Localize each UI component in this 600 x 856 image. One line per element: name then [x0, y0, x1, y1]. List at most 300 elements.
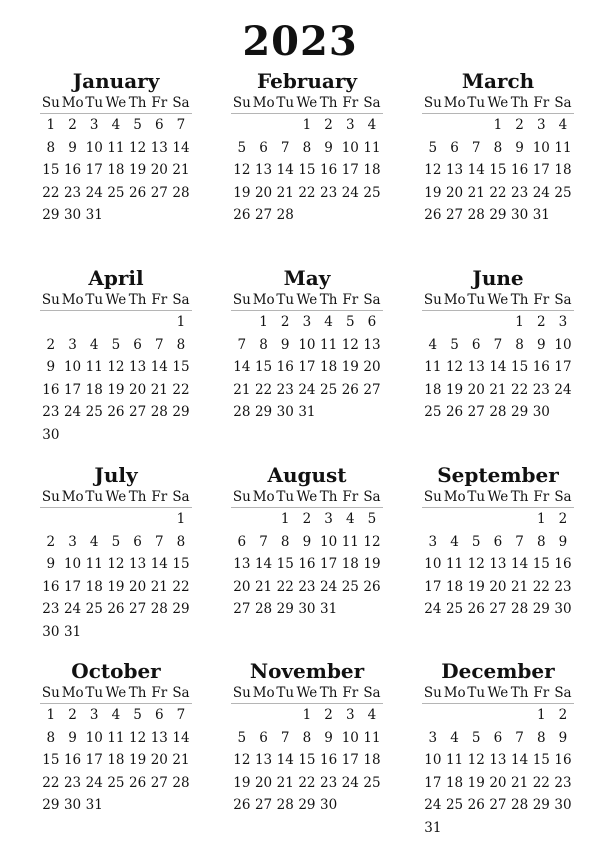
weekday-header: Sa [552, 487, 574, 508]
day-cell: 9 [302, 533, 312, 550]
day-cell: 4 [428, 336, 438, 353]
day-cell: 27 [445, 207, 464, 223]
day-cell: 29 [298, 797, 316, 813]
day-cell: 8 [176, 336, 186, 353]
day-cell: 3 [89, 707, 99, 723]
month-name: November [249, 659, 365, 683]
weekday-header: Th [127, 290, 149, 311]
day-cell: 24 [341, 184, 359, 201]
day-cell: 24 [298, 381, 316, 398]
day-cell: 28 [489, 404, 507, 420]
day-cell: 29 [489, 207, 507, 223]
day-cell: 6 [471, 336, 481, 353]
weekday-header: Sa [361, 93, 383, 114]
day-cell: 14 [150, 556, 168, 572]
day-cell: 14 [254, 556, 273, 572]
day-cell: 17 [320, 556, 338, 572]
day-cell: 7 [280, 729, 290, 746]
day-cell: 11 [445, 752, 464, 768]
day-cell: 10 [341, 139, 359, 156]
weekday-header: Sa [170, 290, 192, 311]
empty-day-cell [274, 114, 296, 137]
month-july [40, 463, 192, 643]
day-cell: 22 [489, 184, 507, 201]
day-cell: 22 [172, 578, 190, 595]
weekday-header: We [487, 683, 509, 704]
empty-day-cell [83, 311, 105, 334]
weekday-header: Th [127, 487, 149, 508]
day-cell: 3 [428, 533, 438, 550]
day-cell: 16 [63, 752, 82, 768]
empty-day-cell [105, 311, 127, 334]
empty-day-cell [465, 704, 487, 727]
day-cell: 19 [129, 162, 147, 178]
day-cell: 27 [129, 601, 147, 617]
day-cell: 16 [554, 556, 572, 572]
day-cell: 13 [129, 556, 147, 572]
day-cell: 30 [276, 404, 294, 420]
day-cell: 8 [536, 533, 546, 550]
empty-day-cell [62, 508, 84, 531]
day-cell: 28 [233, 404, 251, 420]
weekday-header: Su [231, 487, 253, 508]
day-cell: 18 [445, 578, 464, 595]
day-cell: 16 [298, 556, 316, 572]
day-cell: 18 [320, 359, 338, 375]
day-cell: 6 [259, 729, 268, 746]
weekday-header: Mo [444, 290, 466, 311]
day-cell: 28 [511, 797, 529, 813]
day-cell: 4 [450, 533, 459, 550]
day-cell: 13 [129, 359, 147, 375]
weekday-header: Mo [62, 93, 84, 114]
day-cell: 9 [536, 336, 546, 353]
day-cell: 11 [424, 359, 442, 375]
day-cell: 3 [558, 314, 568, 330]
day-cell: 12 [107, 359, 125, 375]
empty-day-cell [40, 508, 62, 531]
weekday-header: Fr [530, 93, 552, 114]
day-cell: 5 [428, 139, 438, 156]
day-cell: 12 [341, 336, 359, 353]
empty-day-cell [487, 704, 509, 727]
weekday-header: We [105, 683, 127, 704]
day-cell: 3 [428, 729, 438, 746]
day-cell: 30 [554, 601, 572, 617]
weekday-header: Fr [339, 290, 361, 311]
day-cell: 13 [489, 556, 507, 572]
day-cell: 23 [554, 774, 572, 791]
day-cell: 25 [445, 601, 464, 617]
day-cell: 7 [154, 336, 164, 353]
day-cell: 30 [532, 404, 550, 420]
day-cell: 30 [554, 797, 572, 813]
day-cell: 21 [489, 381, 507, 398]
month-day-grid [422, 93, 574, 227]
day-cell: 31 [298, 404, 316, 420]
empty-day-cell [253, 704, 275, 727]
day-cell: 4 [89, 336, 99, 353]
day-cell: 18 [341, 556, 359, 572]
day-cell: 21 [150, 578, 168, 595]
empty-day-cell [127, 311, 149, 334]
month-name: March [461, 69, 535, 93]
weekday-header: Mo [444, 487, 466, 508]
month-october [40, 659, 192, 817]
weekday-header: We [296, 93, 318, 114]
day-cell: 11 [107, 139, 125, 156]
day-cell: 24 [341, 774, 359, 791]
day-cell: 25 [320, 381, 338, 398]
day-cell: 1 [176, 511, 186, 527]
day-cell: 25 [424, 404, 442, 420]
empty-day-cell [465, 311, 487, 334]
day-cell: 8 [176, 533, 186, 550]
month-day-grid [422, 290, 574, 424]
day-cell: 14 [276, 162, 294, 178]
day-cell: 7 [176, 117, 186, 133]
weekday-header: Tu [83, 683, 105, 704]
weekday-header: Fr [339, 487, 361, 508]
day-cell: 27 [129, 404, 147, 420]
month-day-grid [40, 683, 192, 817]
day-cell: 26 [467, 601, 485, 617]
day-cell: 13 [489, 752, 507, 768]
day-cell: 2 [558, 511, 568, 527]
day-cell: 15 [42, 752, 60, 768]
month-day-grid [231, 290, 383, 424]
day-cell: 27 [150, 774, 168, 791]
day-cell: 25 [554, 184, 572, 201]
day-cell: 10 [554, 336, 572, 353]
day-cell: 20 [445, 184, 464, 201]
day-cell: 3 [345, 117, 355, 133]
day-cell: 17 [298, 359, 316, 375]
weekday-header: We [105, 290, 127, 311]
weekday-header: Sa [361, 683, 383, 704]
day-cell: 18 [363, 162, 381, 178]
weekday-header: Mo [444, 93, 466, 114]
month-day-grid [422, 487, 574, 621]
day-cell: 19 [233, 184, 251, 201]
weekday-header: Sa [170, 683, 192, 704]
day-cell: 28 [467, 207, 485, 223]
day-cell: 10 [424, 752, 442, 768]
day-cell: 11 [320, 336, 338, 353]
month-name: February [256, 69, 357, 93]
day-cell: 29 [254, 404, 273, 420]
day-cell: 15 [172, 359, 190, 375]
day-cell: 8 [280, 533, 290, 550]
empty-day-cell [444, 704, 466, 727]
day-cell: 16 [63, 162, 82, 178]
day-cell: 22 [298, 774, 316, 791]
day-cell: 27 [489, 601, 507, 617]
day-cell: 16 [320, 162, 338, 178]
day-cell: 24 [424, 601, 442, 617]
month-february [231, 69, 383, 227]
day-cell: 31 [63, 623, 82, 640]
day-cell: 17 [63, 381, 82, 398]
day-cell: 18 [363, 752, 381, 768]
day-cell: 17 [85, 162, 103, 178]
day-cell: 12 [129, 139, 147, 156]
day-cell: 9 [558, 729, 568, 746]
day-cell: 14 [489, 359, 507, 375]
day-cell: 25 [85, 404, 103, 420]
day-cell: 27 [489, 797, 507, 813]
month-name: September [437, 463, 559, 487]
day-cell: 8 [302, 729, 312, 746]
day-cell: 21 [254, 578, 273, 595]
day-cell: 17 [63, 578, 82, 595]
day-cell: 6 [154, 117, 164, 133]
empty-day-cell [231, 311, 253, 334]
day-cell: 7 [237, 336, 247, 353]
day-cell: 11 [554, 139, 572, 156]
day-cell: 25 [85, 601, 103, 617]
day-cell: 15 [276, 556, 294, 572]
day-cell: 13 [233, 556, 251, 572]
day-cell: 12 [467, 556, 485, 572]
day-cell: 1 [536, 707, 546, 723]
day-cell: 28 [511, 601, 529, 617]
day-cell: 8 [493, 139, 503, 156]
day-cell: 15 [298, 752, 316, 768]
day-cell: 27 [254, 207, 273, 223]
empty-day-cell [444, 508, 466, 531]
day-cell: 24 [532, 184, 550, 201]
weekday-header: Fr [530, 290, 552, 311]
empty-day-cell [231, 704, 253, 727]
empty-day-cell [422, 704, 444, 727]
month-name: June [472, 266, 524, 290]
day-cell: 9 [324, 729, 333, 746]
day-cell: 5 [471, 533, 481, 550]
day-cell: 13 [467, 359, 485, 375]
day-cell: 4 [111, 707, 121, 723]
day-cell: 23 [320, 184, 338, 201]
day-cell: 25 [445, 797, 464, 813]
empty-day-cell [274, 704, 296, 727]
day-cell: 22 [172, 381, 190, 398]
day-cell: 9 [68, 729, 77, 746]
day-cell: 8 [259, 336, 268, 353]
day-cell: 20 [489, 578, 507, 595]
day-cell: 1 [302, 117, 312, 133]
day-cell: 3 [68, 336, 77, 353]
day-cell: 1 [176, 314, 186, 330]
day-cell: 6 [133, 533, 142, 550]
weekday-header: Tu [83, 487, 105, 508]
day-cell: 12 [107, 556, 125, 572]
day-cell: 30 [63, 207, 82, 223]
day-cell: 22 [532, 774, 550, 791]
weekday-header: We [487, 93, 509, 114]
weekday-header: Mo [444, 683, 466, 704]
day-cell: 21 [276, 184, 294, 201]
day-cell: 23 [63, 184, 82, 201]
day-cell: 2 [46, 533, 56, 550]
day-cell: 19 [467, 774, 485, 791]
day-cell: 18 [107, 752, 125, 768]
day-cell: 5 [345, 314, 355, 330]
day-cell: 19 [341, 359, 359, 375]
weekday-header: Su [422, 487, 444, 508]
day-cell: 7 [259, 533, 268, 550]
day-cell: 24 [320, 578, 338, 595]
day-cell: 1 [536, 511, 546, 527]
day-cell: 25 [107, 774, 125, 791]
day-cell: 7 [176, 707, 186, 723]
day-cell: 22 [276, 578, 294, 595]
day-cell: 7 [515, 729, 524, 746]
day-cell: 23 [42, 601, 60, 617]
day-cell: 15 [511, 359, 529, 375]
empty-day-cell [148, 311, 170, 334]
month-may [231, 266, 383, 424]
day-cell: 7 [493, 336, 503, 353]
day-cell: 8 [46, 139, 56, 156]
day-cell: 15 [532, 752, 550, 768]
day-cell: 10 [63, 556, 82, 572]
weekday-header: We [296, 683, 318, 704]
month-june [422, 266, 574, 424]
day-cell: 16 [276, 359, 294, 375]
day-cell: 10 [85, 729, 103, 746]
day-cell: 24 [85, 184, 103, 201]
day-cell: 13 [363, 336, 381, 353]
empty-day-cell [509, 704, 531, 727]
empty-day-cell [465, 114, 487, 137]
weekday-header: Th [318, 93, 340, 114]
empty-day-cell [40, 311, 62, 334]
day-cell: 15 [42, 162, 60, 178]
day-cell: 20 [363, 359, 381, 375]
month-name: August [267, 463, 347, 487]
weekday-header: Mo [62, 683, 84, 704]
day-cell: 22 [298, 184, 316, 201]
day-cell: 9 [280, 336, 290, 353]
weekday-header: Su [422, 683, 444, 704]
day-cell: 1 [493, 117, 503, 133]
month-day-grid [40, 290, 192, 446]
day-cell: 1 [46, 707, 56, 723]
day-cell: 16 [532, 359, 550, 375]
day-cell: 31 [424, 819, 442, 836]
weekday-header: Mo [62, 290, 84, 311]
day-cell: 28 [172, 774, 190, 791]
day-cell: 5 [237, 729, 247, 746]
day-cell: 26 [107, 404, 125, 420]
day-cell: 26 [129, 184, 147, 201]
day-cell: 29 [42, 207, 60, 223]
day-cell: 17 [341, 162, 359, 178]
day-cell: 12 [467, 752, 485, 768]
day-cell: 23 [511, 184, 529, 201]
weekday-header: Sa [170, 93, 192, 114]
day-cell: 26 [424, 207, 442, 223]
day-cell: 17 [424, 578, 442, 595]
day-cell: 13 [150, 729, 168, 746]
day-cell: 16 [320, 752, 338, 768]
day-cell: 22 [42, 184, 60, 201]
day-cell: 10 [424, 556, 442, 572]
month-day-grid [40, 93, 192, 227]
day-cell: 30 [298, 601, 316, 617]
day-cell: 5 [237, 139, 247, 156]
day-cell: 24 [63, 601, 82, 617]
month-january [40, 69, 192, 227]
day-cell: 12 [445, 359, 464, 375]
day-cell: 6 [493, 729, 503, 746]
day-cell: 14 [172, 729, 190, 746]
day-cell: 10 [320, 533, 338, 550]
weekday-header: Tu [83, 290, 105, 311]
day-cell: 7 [154, 533, 164, 550]
weekday-header: Mo [253, 93, 275, 114]
day-cell: 26 [363, 578, 381, 595]
month-name: May [283, 266, 331, 290]
day-cell: 2 [515, 117, 524, 133]
day-cell: 19 [107, 381, 125, 398]
day-cell: 31 [320, 601, 338, 617]
weekday-header: Th [509, 487, 531, 508]
day-cell: 6 [237, 533, 247, 550]
empty-day-cell [253, 508, 275, 531]
weekday-header: Th [127, 93, 149, 114]
month-april [40, 266, 192, 446]
empty-day-cell [465, 508, 487, 531]
day-cell: 27 [254, 797, 273, 813]
month-name: January [72, 69, 160, 93]
weekday-header: Mo [62, 487, 84, 508]
empty-day-cell [253, 114, 275, 137]
day-cell: 1 [46, 117, 56, 133]
day-cell: 22 [42, 774, 60, 791]
day-cell: 28 [276, 797, 294, 813]
day-cell: 28 [172, 184, 190, 201]
day-cell: 16 [42, 381, 60, 398]
day-cell: 2 [280, 314, 290, 330]
weekday-header: Fr [148, 93, 170, 114]
month-name: April [88, 266, 144, 290]
day-cell: 3 [302, 314, 312, 330]
day-cell: 22 [532, 578, 550, 595]
day-cell: 21 [150, 381, 168, 398]
day-cell: 17 [532, 162, 550, 178]
day-cell: 26 [467, 797, 485, 813]
day-cell: 20 [254, 774, 273, 791]
day-cell: 9 [558, 533, 568, 550]
day-cell: 12 [233, 752, 251, 768]
weekday-header: Th [509, 93, 531, 114]
day-cell: 15 [532, 556, 550, 572]
weekday-header: Su [40, 487, 62, 508]
day-cell: 23 [554, 578, 572, 595]
day-cell: 2 [68, 117, 77, 133]
day-cell: 1 [515, 314, 524, 330]
day-cell: 30 [511, 207, 529, 223]
day-cell: 18 [424, 381, 442, 398]
weekday-header: Th [318, 290, 340, 311]
weekday-header: Tu [274, 683, 296, 704]
weekday-header: Tu [274, 93, 296, 114]
month-day-grid [231, 93, 383, 227]
day-cell: 18 [107, 162, 125, 178]
day-cell: 2 [536, 314, 546, 330]
day-cell: 21 [511, 774, 529, 791]
